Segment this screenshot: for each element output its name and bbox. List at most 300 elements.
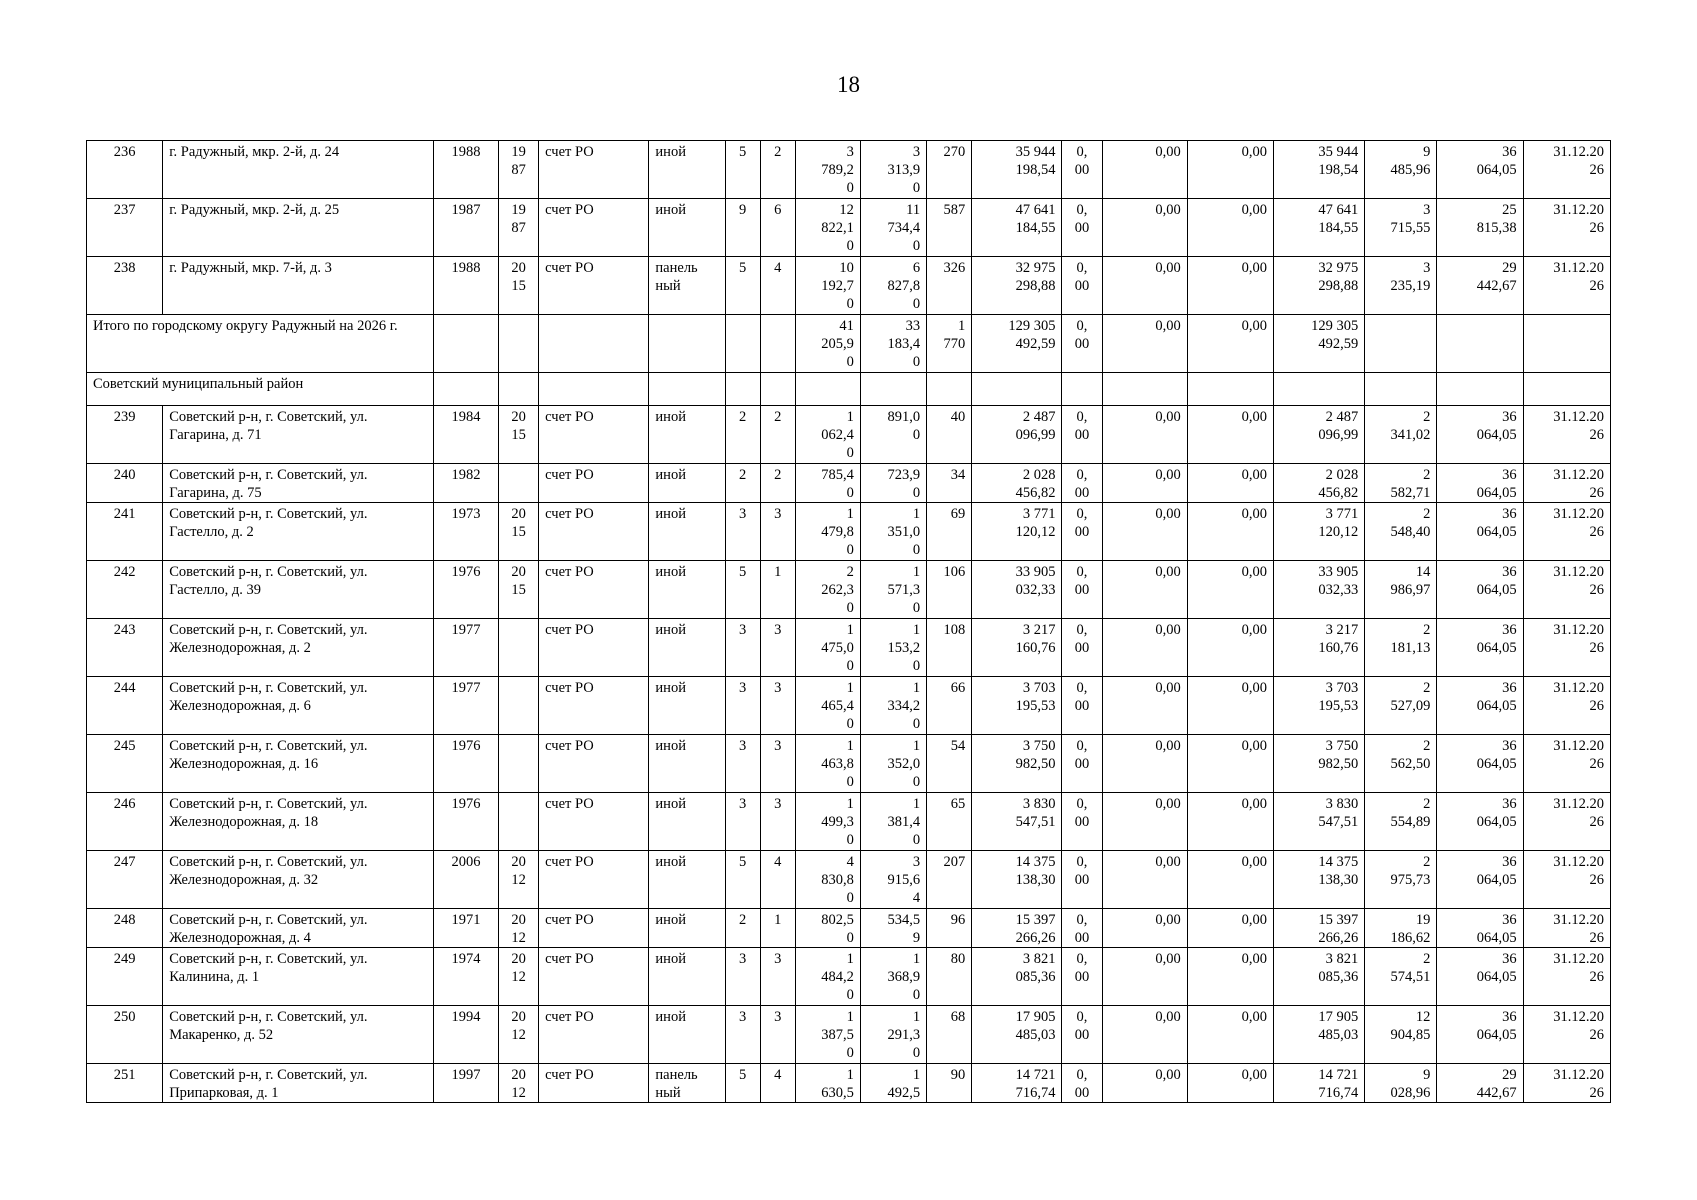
table-cell: [499, 464, 539, 503]
table-cell: 20 12: [499, 1064, 539, 1103]
table-cell: 36 064,05: [1437, 948, 1523, 1006]
table-cell: 20 12: [499, 948, 539, 1006]
table-cell: Советский р-н, г. Советский, ул. Припарковая, д. 1: [163, 1064, 434, 1103]
table-cell: 17 905 485,03: [1273, 1006, 1364, 1064]
table-cell: Советский р-н, г. Советский, ул. Гагарина, д. 75: [163, 464, 434, 503]
table-cell: [1187, 373, 1273, 406]
table-cell: 14 721 716,74: [1273, 1064, 1364, 1103]
table-cell: 0, 00: [1062, 199, 1102, 257]
table-cell: 2 487 096,99: [972, 406, 1062, 464]
table-cell: 0,00: [1102, 735, 1187, 793]
table-cell: 240: [87, 464, 163, 503]
table-cell: счет РО: [539, 464, 649, 503]
table-cell: 68: [927, 1006, 972, 1064]
table-cell: счет РО: [539, 851, 649, 909]
table-cell: 891,0 0: [860, 406, 926, 464]
table-cell: 108: [927, 619, 972, 677]
table-cell: 9 028,96: [1365, 1064, 1437, 1103]
table-cell: [499, 315, 539, 373]
table-cell: 0,00: [1187, 948, 1273, 1006]
table-cell: 2: [760, 141, 795, 199]
table-cell: 246: [87, 793, 163, 851]
table-cell: 2: [725, 464, 760, 503]
table-cell: 33 183,4 0: [860, 315, 926, 373]
table-cell: 3: [760, 677, 795, 735]
table-cell: Советский р-н, г. Советский, ул. Калинина, д. 1: [163, 948, 434, 1006]
table-cell: 96: [927, 909, 972, 948]
table-row: [87, 677, 1611, 735]
table-cell: 5: [725, 1064, 760, 1103]
table-cell: г. Радужный, мкр. 2-й, д. 25: [163, 199, 434, 257]
table-cell: 0,00: [1102, 619, 1187, 677]
table-cell: 0, 00: [1062, 257, 1102, 315]
table-cell: [725, 315, 760, 373]
table-cell: 15 397 266,26: [1273, 909, 1364, 948]
table-cell: 1976: [433, 793, 498, 851]
table-cell: иной: [649, 503, 725, 561]
table-row: [87, 1006, 1611, 1064]
table-cell: 36 064,05: [1437, 851, 1523, 909]
table-cell: счет РО: [539, 677, 649, 735]
table-row: [87, 257, 1611, 315]
table-cell: 2: [725, 406, 760, 464]
table-cell: 0,00: [1102, 909, 1187, 948]
page-number: 18: [837, 72, 860, 97]
table-cell: 3 715,55: [1365, 199, 1437, 257]
table-cell: [1523, 315, 1610, 373]
table-row: [87, 406, 1611, 464]
table-cell: Советский р-н, г. Советский, ул. Железнодорожная, д. 4: [163, 909, 434, 948]
table-cell: 14 375 138,30: [1273, 851, 1364, 909]
table-cell: 3 915,6 4: [860, 851, 926, 909]
table-row: [87, 503, 1611, 561]
table-cell: [927, 373, 972, 406]
table-cell: 0,00: [1102, 948, 1187, 1006]
table-cell: 10 192,7 0: [795, 257, 860, 315]
table-cell: Советский р-н, г. Советский, ул. Макаренко, д. 52: [163, 1006, 434, 1064]
table-cell: 3 703 195,53: [1273, 677, 1364, 735]
table-cell: 9: [725, 199, 760, 257]
table-cell: панель ный: [649, 1064, 725, 1103]
table-cell: 33 905 032,33: [1273, 561, 1364, 619]
table-cell: 0,00: [1102, 677, 1187, 735]
table-cell: 2 554,89: [1365, 793, 1437, 851]
table-cell: 1988: [433, 141, 498, 199]
table-cell: [499, 373, 539, 406]
table-cell: [1437, 315, 1523, 373]
table-cell: 54: [927, 735, 972, 793]
table-cell: 0,00: [1187, 315, 1273, 373]
table-cell: [760, 315, 795, 373]
table-cell: 36 064,05: [1437, 677, 1523, 735]
table-cell: 0,00: [1187, 141, 1273, 199]
table-cell: 1 351,0 0: [860, 503, 926, 561]
table-cell: 31.12.20 26: [1523, 851, 1610, 909]
table-cell: 19 87: [499, 141, 539, 199]
table-cell: 36 064,05: [1437, 735, 1523, 793]
table-cell: [1437, 373, 1523, 406]
table-cell: 0,00: [1102, 1064, 1187, 1103]
table-cell: 0, 00: [1062, 793, 1102, 851]
table-cell: 1984: [433, 406, 498, 464]
table-cell: 0,00: [1102, 141, 1187, 199]
table-cell: 3 830 547,51: [972, 793, 1062, 851]
table-cell: 0,00: [1102, 561, 1187, 619]
table-cell: 36 064,05: [1437, 464, 1523, 503]
table-cell: 0, 00: [1062, 1064, 1102, 1103]
table-cell: [499, 677, 539, 735]
table-cell: г. Радужный, мкр. 7-й, д. 3: [163, 257, 434, 315]
table-cell: счет РО: [539, 503, 649, 561]
table-cell: 47 641 184,55: [1273, 199, 1364, 257]
table-cell: 0,00: [1187, 909, 1273, 948]
table-cell: 1 334,2 0: [860, 677, 926, 735]
table-cell: 3: [760, 948, 795, 1006]
table-cell: 0, 00: [1062, 909, 1102, 948]
table-cell: 31.12.20 26: [1523, 948, 1610, 1006]
table-cell: 129 305 492,59: [1273, 315, 1364, 373]
table-cell: 36 064,05: [1437, 909, 1523, 948]
table-cell: [1523, 373, 1610, 406]
table-cell: 40: [927, 406, 972, 464]
table-cell: 1988: [433, 257, 498, 315]
table-cell: 20 15: [499, 503, 539, 561]
table-row: [87, 619, 1611, 677]
table-cell: 1977: [433, 677, 498, 735]
table-cell: 65: [927, 793, 972, 851]
table-row: [87, 909, 1611, 948]
table-cell: 0, 00: [1062, 677, 1102, 735]
table-cell: [539, 373, 649, 406]
table-row: [87, 561, 1611, 619]
table-cell: [972, 373, 1062, 406]
table-cell: 0,00: [1187, 464, 1273, 503]
table-cell: 4 830,8 0: [795, 851, 860, 909]
table-cell: 0,00: [1187, 199, 1273, 257]
table-cell: 1 465,4 0: [795, 677, 860, 735]
table-cell: 785,4 0: [795, 464, 860, 503]
table-cell: 34: [927, 464, 972, 503]
table-cell: [1102, 373, 1187, 406]
table-cell: 0, 00: [1062, 1006, 1102, 1064]
table-cell: 1976: [433, 561, 498, 619]
table-cell: 0, 00: [1062, 851, 1102, 909]
table-cell: иной: [649, 909, 725, 948]
table-cell: 15 397 266,26: [972, 909, 1062, 948]
table-cell: Советский р-н, г. Советский, ул. Железнодорожная, д. 2: [163, 619, 434, 677]
table-cell: [1365, 373, 1437, 406]
table-cell: 31.12.20 26: [1523, 503, 1610, 561]
table-cell: 3 313,9 0: [860, 141, 926, 199]
table-cell: 3 217 160,76: [1273, 619, 1364, 677]
table-cell: 1: [760, 909, 795, 948]
table-cell: 31.12.20 26: [1523, 141, 1610, 199]
table-cell: 3: [760, 735, 795, 793]
table-cell: 1 479,8 0: [795, 503, 860, 561]
table-cell: иной: [649, 793, 725, 851]
table-cell: 1 571,3 0: [860, 561, 926, 619]
table-cell: Советский р-н, г. Советский, ул. Гагарина, д. 71: [163, 406, 434, 464]
table-cell: 1973: [433, 503, 498, 561]
table-cell: 3: [725, 793, 760, 851]
table-row: [87, 141, 1611, 199]
table-cell: 1 499,3 0: [795, 793, 860, 851]
table-cell: 0,00: [1187, 503, 1273, 561]
table-cell: 249: [87, 948, 163, 1006]
table-cell: 66: [927, 677, 972, 735]
table-cell: 29 442,67: [1437, 1064, 1523, 1103]
table-cell: 3: [725, 735, 760, 793]
table-cell: 1977: [433, 619, 498, 677]
table-cell: 1 062,4 0: [795, 406, 860, 464]
table-cell: 3 830 547,51: [1273, 793, 1364, 851]
table-cell: 1: [760, 561, 795, 619]
table-cell: 1 291,3 0: [860, 1006, 926, 1064]
table-cell: 241: [87, 503, 163, 561]
table-cell: 0,00: [1102, 315, 1187, 373]
table-cell: 2 527,09: [1365, 677, 1437, 735]
table-cell: 1 368,9 0: [860, 948, 926, 1006]
table-cell: [499, 619, 539, 677]
table-cell: 3: [725, 677, 760, 735]
table-cell: 2006: [433, 851, 498, 909]
table-cell: 3 771 120,12: [1273, 503, 1364, 561]
table-cell: [499, 793, 539, 851]
table-cell: 1971: [433, 909, 498, 948]
table-cell: 5: [725, 257, 760, 315]
table-cell: счет РО: [539, 1064, 649, 1103]
table-cell: 1 153,2 0: [860, 619, 926, 677]
table-cell: 243: [87, 619, 163, 677]
table-cell: 31.12.20 26: [1523, 257, 1610, 315]
table-cell: 31.12.20 26: [1523, 561, 1610, 619]
table-cell: [539, 315, 649, 373]
table-cell: 5: [725, 561, 760, 619]
table-cell: 2 582,71: [1365, 464, 1437, 503]
table-cell: 3: [760, 793, 795, 851]
table-cell: 3: [760, 1006, 795, 1064]
table-cell: 0,00: [1187, 257, 1273, 315]
table-cell: 3: [725, 619, 760, 677]
table-cell: 0,00: [1187, 677, 1273, 735]
table-cell: 32 975 298,88: [972, 257, 1062, 315]
table-cell: 36 064,05: [1437, 406, 1523, 464]
table-cell: иной: [649, 1006, 725, 1064]
table-cell: [1365, 315, 1437, 373]
table-cell: 90: [927, 1064, 972, 1103]
table-cell: 587: [927, 199, 972, 257]
table-cell: 0,00: [1102, 1006, 1187, 1064]
table-cell: 5: [725, 141, 760, 199]
table-cell: 1 381,4 0: [860, 793, 926, 851]
table-cell: 2 548,40: [1365, 503, 1437, 561]
table-cell: 2 262,3 0: [795, 561, 860, 619]
table-cell: 35 944 198,54: [972, 141, 1062, 199]
table-cell: 2 574,51: [1365, 948, 1437, 1006]
table-cell: 0, 00: [1062, 619, 1102, 677]
table-cell: [499, 735, 539, 793]
table-cell: 5: [725, 851, 760, 909]
table-cell: 20 12: [499, 1006, 539, 1064]
total-label: Итого по городскому округу Радужный на 2026 г.: [87, 315, 434, 373]
table-cell: 0,00: [1187, 1064, 1273, 1103]
table-cell: 4: [760, 257, 795, 315]
table-cell: 3 789,2 0: [795, 141, 860, 199]
table-cell: иной: [649, 464, 725, 503]
table-cell: 80: [927, 948, 972, 1006]
table-cell: иной: [649, 199, 725, 257]
table-cell: 723,9 0: [860, 464, 926, 503]
table-cell: 1 352,0 0: [860, 735, 926, 793]
table-cell: счет РО: [539, 141, 649, 199]
table-cell: 0, 00: [1062, 503, 1102, 561]
table-cell: иной: [649, 619, 725, 677]
table-cell: 3: [725, 1006, 760, 1064]
table-cell: 33 905 032,33: [972, 561, 1062, 619]
table-cell: 1987: [433, 199, 498, 257]
table-cell: 534,5 9: [860, 909, 926, 948]
table-cell: 1982: [433, 464, 498, 503]
table-cell: 19 87: [499, 199, 539, 257]
table-cell: 0,00: [1102, 406, 1187, 464]
table-body: [87, 141, 1611, 1103]
table-cell: 0,00: [1187, 619, 1273, 677]
table-cell: Советский р-н, г. Советский, ул. Железнодорожная, д. 6: [163, 677, 434, 735]
table-cell: иной: [649, 406, 725, 464]
table-cell: 31.12.20 26: [1523, 406, 1610, 464]
table-cell: счет РО: [539, 793, 649, 851]
table-cell: 238: [87, 257, 163, 315]
table-cell: 0,00: [1102, 793, 1187, 851]
table-cell: 247: [87, 851, 163, 909]
table-cell: 3 235,19: [1365, 257, 1437, 315]
table-cell: счет РО: [539, 619, 649, 677]
table-row: [87, 199, 1611, 257]
table-cell: 245: [87, 735, 163, 793]
table-cell: Советский р-н, г. Советский, ул. Гастелло, д. 2: [163, 503, 434, 561]
table-cell: панель ный: [649, 257, 725, 315]
table-cell: 31.12.20 26: [1523, 1064, 1610, 1103]
total-row: [87, 315, 1611, 373]
table-cell: 1 492,5: [860, 1064, 926, 1103]
table-cell: 20 15: [499, 257, 539, 315]
table-cell: 47 641 184,55: [972, 199, 1062, 257]
table-cell: 14 375 138,30: [972, 851, 1062, 909]
table-cell: 0, 00: [1062, 948, 1102, 1006]
table-cell: 236: [87, 141, 163, 199]
table-cell: 36 064,05: [1437, 793, 1523, 851]
table-cell: 3 771 120,12: [972, 503, 1062, 561]
table-cell: 1 770: [927, 315, 972, 373]
table-row: [87, 948, 1611, 1006]
table-cell: 0,00: [1102, 257, 1187, 315]
table-cell: 239: [87, 406, 163, 464]
table-row: [87, 735, 1611, 793]
table-cell: счет РО: [539, 257, 649, 315]
housing-register-table: [86, 140, 1611, 1103]
table-cell: 12 822,1 0: [795, 199, 860, 257]
table-cell: 2 181,13: [1365, 619, 1437, 677]
section-label: Советский муниципальный район: [87, 373, 434, 406]
table-cell: [1273, 373, 1364, 406]
table-cell: 19 186,62: [1365, 909, 1437, 948]
table-row: [87, 464, 1611, 503]
table-cell: 3 703 195,53: [972, 677, 1062, 735]
table-cell: 0, 00: [1062, 561, 1102, 619]
table-cell: 0, 00: [1062, 735, 1102, 793]
table-cell: [433, 373, 498, 406]
table-cell: 1 475,0 0: [795, 619, 860, 677]
table-cell: счет РО: [539, 735, 649, 793]
table-cell: 3: [760, 503, 795, 561]
table-cell: 3 821 085,36: [972, 948, 1062, 1006]
table-cell: иной: [649, 677, 725, 735]
table-cell: [760, 373, 795, 406]
table-cell: счет РО: [539, 1006, 649, 1064]
table-cell: 31.12.20 26: [1523, 464, 1610, 503]
table-cell: 31.12.20 26: [1523, 619, 1610, 677]
table-cell: 251: [87, 1064, 163, 1103]
table-cell: счет РО: [539, 948, 649, 1006]
table-cell: [725, 373, 760, 406]
table-cell: 36 064,05: [1437, 141, 1523, 199]
table-cell: 129 305 492,59: [972, 315, 1062, 373]
table-cell: 0,00: [1102, 199, 1187, 257]
table-cell: 2: [760, 406, 795, 464]
table-cell: 0,00: [1102, 464, 1187, 503]
table-cell: 0,00: [1187, 793, 1273, 851]
table-cell: 25 815,38: [1437, 199, 1523, 257]
table-cell: 106: [927, 561, 972, 619]
table-cell: 1 484,2 0: [795, 948, 860, 1006]
table-cell: 31.12.20 26: [1523, 677, 1610, 735]
table-cell: 250: [87, 1006, 163, 1064]
table-cell: 2 975,73: [1365, 851, 1437, 909]
table-cell: 0,00: [1102, 503, 1187, 561]
table-cell: 0,00: [1102, 851, 1187, 909]
table-cell: 20 12: [499, 851, 539, 909]
table-cell: г. Радужный, мкр. 2-й, д. 24: [163, 141, 434, 199]
table-row: [87, 1064, 1611, 1103]
table-cell: 6: [760, 199, 795, 257]
table-cell: [795, 373, 860, 406]
table-cell: счет РО: [539, 199, 649, 257]
table-cell: 31.12.20 26: [1523, 199, 1610, 257]
table-cell: Советский р-н, г. Советский, ул. Железнодорожная, д. 16: [163, 735, 434, 793]
table-cell: Советский р-н, г. Советский, ул. Гастелло, д. 39: [163, 561, 434, 619]
table-cell: Советский р-н, г. Советский, ул. Железнодорожная, д. 32: [163, 851, 434, 909]
table-cell: 3: [725, 948, 760, 1006]
table-cell: 14 721 716,74: [972, 1064, 1062, 1103]
table-cell: 0,00: [1187, 561, 1273, 619]
table-cell: 4: [760, 1064, 795, 1103]
table-cell: 2: [725, 909, 760, 948]
table-cell: [649, 373, 725, 406]
table-cell: 0,00: [1187, 406, 1273, 464]
table-row: [87, 793, 1611, 851]
table-cell: 36 064,05: [1437, 561, 1523, 619]
table-cell: 0,00: [1187, 735, 1273, 793]
table-cell: 20 15: [499, 561, 539, 619]
table-cell: 31.12.20 26: [1523, 909, 1610, 948]
table-cell: 244: [87, 677, 163, 735]
table-cell: 36 064,05: [1437, 503, 1523, 561]
table-cell: 1976: [433, 735, 498, 793]
table-cell: 0, 00: [1062, 464, 1102, 503]
table-cell: 3 821 085,36: [1273, 948, 1364, 1006]
table-cell: 242: [87, 561, 163, 619]
table-cell: 36 064,05: [1437, 1006, 1523, 1064]
